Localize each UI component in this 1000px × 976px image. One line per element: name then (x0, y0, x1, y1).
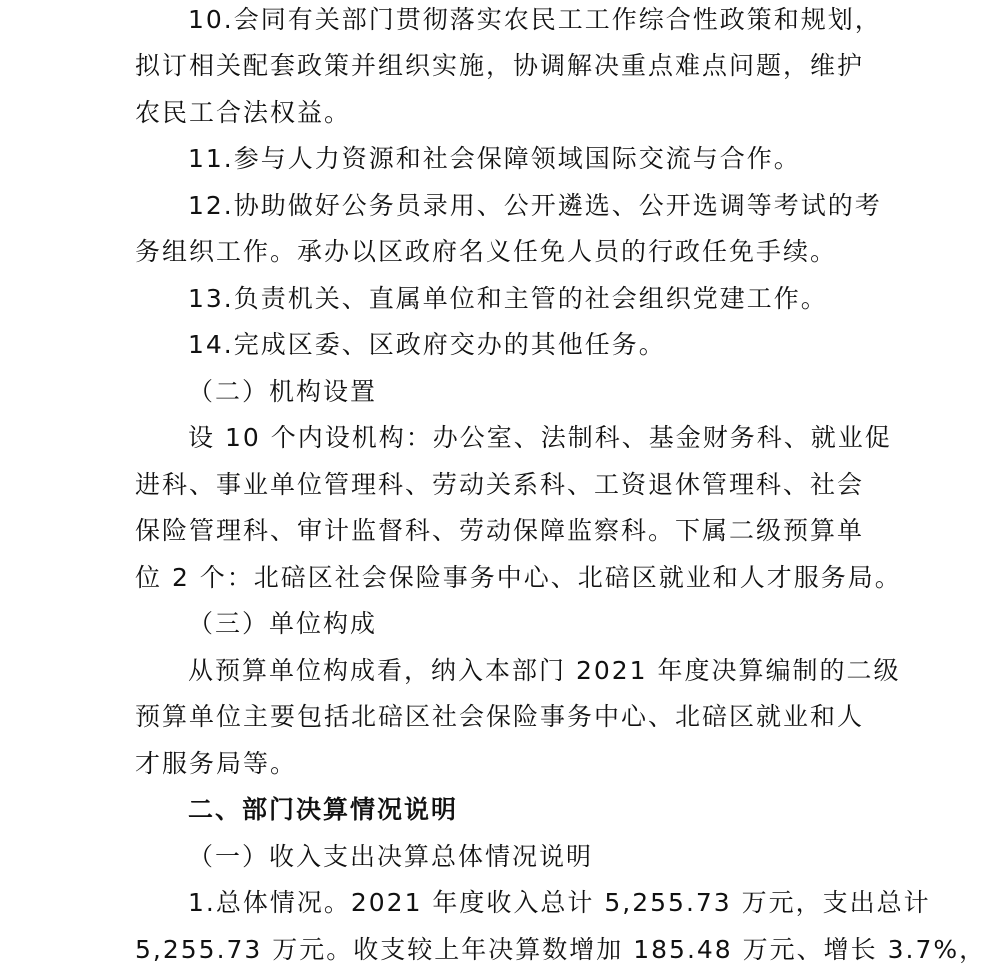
section-heading-income-expense: （一）收入支出决算总体情况说明 (188, 842, 594, 871)
text-line-3: 农民工合法权益。 (135, 98, 352, 127)
text-line-7: 13.负责机关、直属单位和主管的社会组织党建工作。 (188, 284, 828, 313)
text-line-8: 14.完成区委、区政府交办的其他任务。 (188, 330, 666, 359)
text-line-17: 才服务局等。 (135, 749, 298, 778)
text-line-12: 保险管理科、审计监督科、劳动保障监察科。下属二级预算单 (135, 516, 865, 545)
text-line-6: 务组织工作。承办以区政府名义任免人员的行政任免手续。 (135, 237, 838, 266)
text-line-15: 从预算单位构成看，纳入本部门 2021 年度决算编制的二级 (188, 656, 901, 685)
text-line-13: 位 2 个：北碚区社会保险事务中心、北碚区就业和人才服务局。 (135, 563, 902, 592)
text-line-10: 设 10 个内设机构：办公室、法制科、基金财务科、就业促 (188, 423, 892, 452)
text-line-2: 拟订相关配套政策并组织实施，协调解决重点难点问题，维护 (135, 51, 865, 80)
section-heading-organization: （二）机构设置 (188, 377, 378, 406)
text-line-4: 11.参与人力资源和社会保障领域国际交流与合作。 (188, 144, 801, 173)
text-line-20: 1.总体情况。2021 年度收入总计 5,255.73 万元，支出总计 (188, 888, 931, 917)
text-line-21: 5,255.73 万元。收支较上年决算数增加 185.48 万元、增长 3.7%， (135, 935, 987, 964)
text-line-5: 12.协助做好公务员录用、公开遴选、公开选调等考试的考 (188, 191, 882, 220)
text-line-16: 预算单位主要包括北碚区社会保险事务中心、北碚区就业和人 (135, 702, 865, 731)
text-line-1: 10.会同有关部门贯彻落实农民工工作综合性政策和规划， (188, 5, 882, 34)
section-heading-unit-composition: （三）单位构成 (188, 609, 378, 638)
chapter-heading-final-accounts: 二、部门决算情况说明 (188, 795, 459, 824)
text-line-11: 进科、事业单位管理科、劳动关系科、工资退休管理科、社会 (135, 470, 865, 499)
